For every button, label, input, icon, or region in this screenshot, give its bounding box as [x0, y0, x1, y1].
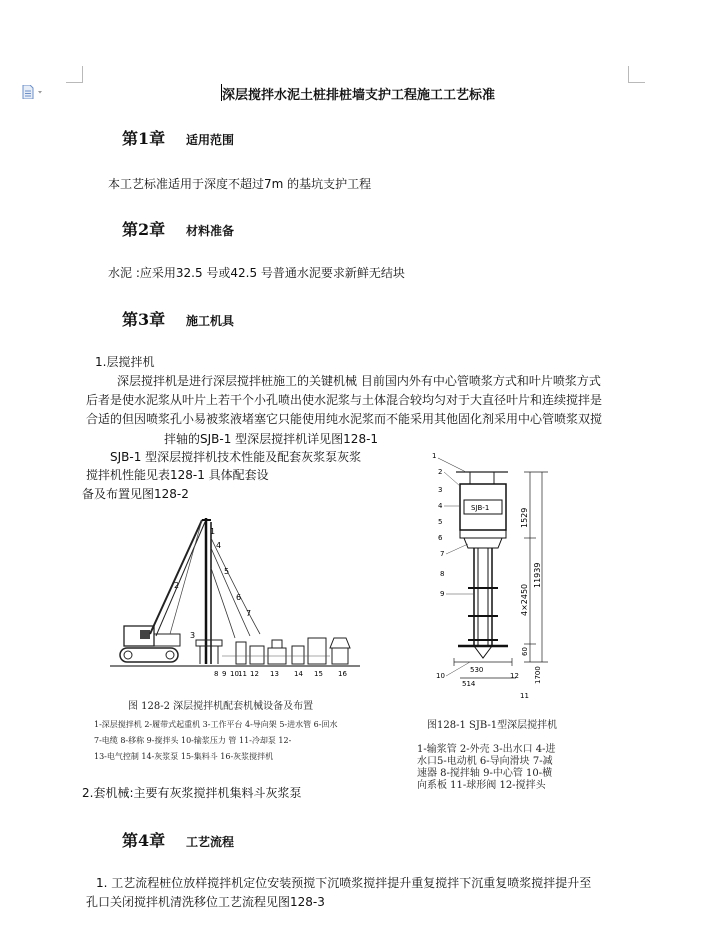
svg-text:10: 10: [230, 670, 239, 678]
chapter-4-text-line-2: 孔口关闭搅拌机清洗移位工艺流程见图128-3: [86, 895, 325, 909]
svg-text:4: 4: [438, 502, 443, 510]
svg-text:8: 8: [440, 570, 445, 578]
chapter-3-number: 第3章: [122, 310, 166, 329]
figure-128-1-legend-line-4: 向系板 11-球形阀 12-搅拌头: [417, 780, 546, 791]
chapter-4-number: 第4章: [122, 831, 166, 850]
figure-128-2-drawing: [110, 508, 360, 688]
document-title: 深层搅拌水泥土桩排桩墙支护工程施工工艺标准: [222, 88, 496, 103]
figure-128-2-caption: 图 128-2 深层搅拌机配套机械设备及布置: [128, 701, 314, 712]
document-icon[interactable]: [22, 84, 34, 98]
dim-514: 514: [462, 680, 476, 688]
svg-text:8: 8: [214, 670, 219, 678]
chapter-1-number: 第1章: [122, 129, 166, 148]
figure-128-1-legend-line-2: 水口5-电动机 6-导向滑块 7-减: [417, 756, 553, 767]
dim-1700: 530: [470, 666, 484, 674]
svg-text:1: 1: [432, 452, 437, 460]
svg-text:2: 2: [174, 581, 180, 590]
svg-text:9: 9: [440, 590, 445, 598]
chapter-2-number: 第2章: [122, 220, 166, 239]
svg-text:13: 13: [270, 670, 279, 678]
chapter-1-text: 本工艺标准适用于深度不超过7m 的基坑支护工程: [108, 177, 372, 191]
svg-text:6: 6: [438, 534, 443, 542]
chapter-3-title: 施工机具: [186, 314, 235, 328]
figure-128-1-drawing: [418, 448, 588, 714]
paragraph-line-2: 后者是使水泥浆从叶片上若干个小孔喷出使水泥浆与土体混合较均匀对于大直径叶片和连续搅拌是: [86, 393, 603, 407]
paragraph-line-1: 深层搅拌机是进行深层搅拌桩施工的关键机械 目前国内外有中心管喷浆方式和叶片喷浆方式: [117, 374, 601, 388]
svg-text:7: 7: [246, 609, 252, 618]
svg-text:12: 12: [250, 670, 259, 678]
svg-text:9: 9: [222, 670, 227, 678]
svg-text:11: 11: [520, 692, 529, 700]
svg-text:2: 2: [438, 468, 443, 476]
chapter-1-title: 适用范围: [186, 133, 235, 147]
item-2-text: 2.套机械:主要有灰浆搅拌机集料斗灰浆泵: [82, 786, 302, 800]
chapter-4-title: 工艺流程: [186, 835, 235, 849]
paragraph-line-5: SJB-1 型深层搅拌机技术性能及配套灰浆泵灰浆: [110, 450, 362, 464]
corner-mark-top-right: [628, 66, 645, 83]
svg-text:5: 5: [224, 567, 230, 576]
svg-text:7: 7: [440, 550, 445, 558]
corner-mark-top-left: [66, 66, 83, 83]
figure-128-2-legend-line-3: 13-电气控制 14-灰浆泵 15-集料斗 16-灰浆搅拌机: [94, 752, 274, 761]
svg-text:5: 5: [438, 518, 443, 526]
paragraph-line-6: 搅拌机性能见表128-1 具体配套设: [86, 468, 269, 482]
svg-text:16: 16: [338, 670, 347, 678]
svg-text:3: 3: [438, 486, 443, 494]
svg-text:14: 14: [294, 670, 303, 678]
svg-text:10: 10: [436, 672, 445, 680]
svg-text:12: 12: [510, 672, 519, 680]
figure-128-1-legend-line-3: 速器 8-搅拌轴 9-中心管 10-横: [417, 768, 553, 779]
dim-11939: 11939: [533, 562, 542, 588]
svg-text:15: 15: [314, 670, 323, 678]
item-1-title: 1.层搅拌机: [95, 355, 155, 369]
dim-4x2450: 4×2450: [520, 583, 529, 616]
svg-text:1: 1: [210, 527, 216, 536]
dim-1529: 1529: [520, 507, 529, 528]
figure-128-2-legend-line-2: 7-电缆 8-移称 9-搅拌头 10-输浆压力 管 11-冷却泵 12-: [94, 736, 292, 745]
dim-60: 60: [521, 647, 529, 656]
paragraph-line-7: 备及布置见图128-2: [82, 487, 189, 501]
svg-text:6: 6: [236, 593, 242, 602]
svg-text:11: 11: [238, 670, 247, 678]
dim-530: 1700: [534, 666, 542, 684]
figure-128-2-legend-line-1: 1-深层搅拌机 2-履带式起重机 3-工作平台 4-导向架 5-进水管 6-回水: [94, 720, 338, 729]
sjb1-machine-label: SJB-1: [471, 504, 490, 512]
svg-text:4: 4: [216, 541, 222, 550]
figure-128-1-caption: 图128-1 SJB-1型深层搅拌机: [427, 720, 558, 731]
chapter-4-text-line-1: 1. 工艺流程桩位放样搅拌机定位安装预搅下沉喷浆搅拌提升重复搅拌下沉重复喷浆搅拌提升至: [96, 876, 592, 890]
chapter-2-text: 水泥 :应采用32.5 号或42.5 号普通水泥要求新鲜无结块: [108, 266, 405, 280]
paragraph-line-3: 合适的但因喷浆孔小易被浆液堵塞它只能使用纯水泥浆而不能采用其他固化剂采用中心管喷浆双搅: [86, 412, 603, 426]
figure-128-1-legend-line-1: 1-输浆管 2-外壳 3-出水口 4-进: [417, 744, 556, 755]
svg-text:3: 3: [190, 631, 196, 640]
chapter-2-title: 材料准备: [186, 224, 235, 238]
paragraph-line-4: 拌轴的SJB-1 型深层搅拌机详见图128-1: [164, 432, 379, 446]
